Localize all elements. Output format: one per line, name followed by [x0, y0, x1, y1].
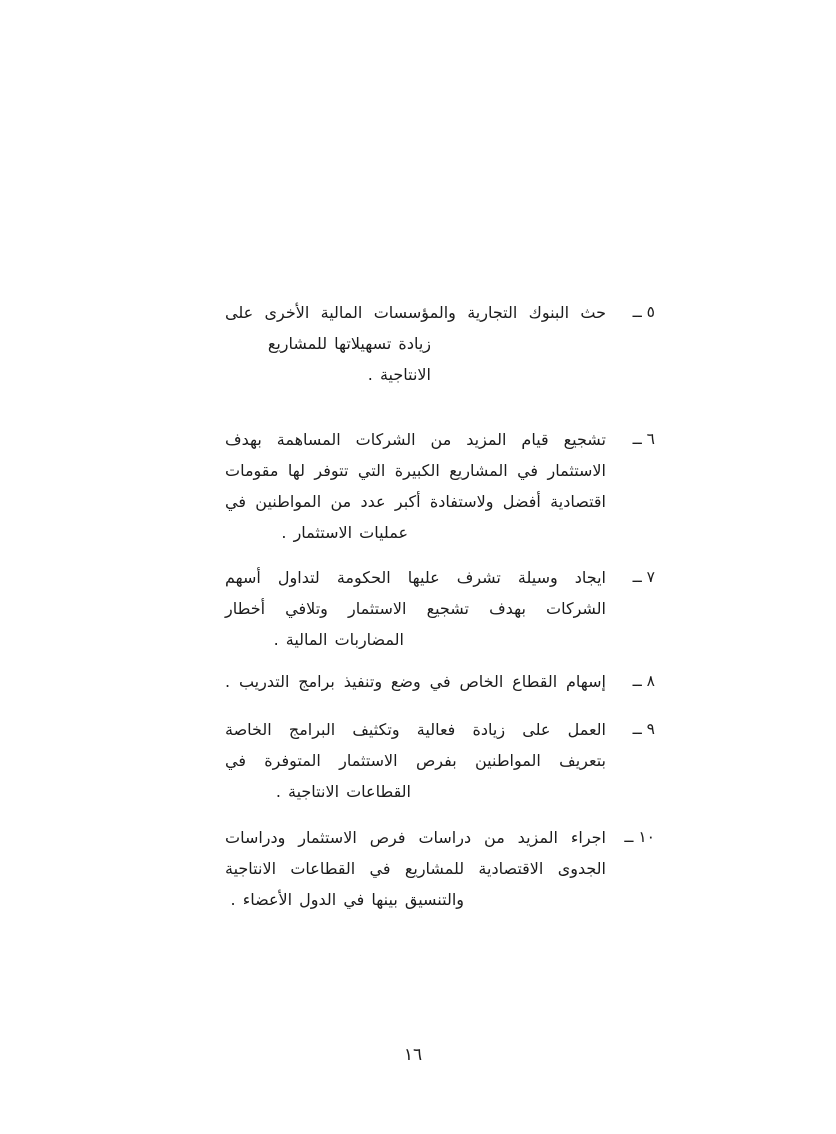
page-number: ١٦ — [403, 1045, 423, 1065]
item-text-line: حث البنوك التجارية والمؤسسات المالية الأخرى على — [225, 303, 606, 322]
item-text-line: الجدوى الاقتصادية للمشاريع في القطاعات الانتاجية — [225, 859, 606, 878]
list-item-6 — [225, 424, 655, 548]
item-text-line: الشركات بهدف تشجيع الاستثمار وتلافي أخطار — [225, 599, 606, 618]
item-text-line: العمل على زيادة فعالية وتكثيف البرامج الخاصة — [225, 720, 606, 739]
item-number: ٩ ــ — [632, 720, 655, 738]
list-item-5 — [225, 297, 655, 390]
numbered-list — [225, 297, 655, 915]
item-text-line: عمليات الاستثمار . — [281, 523, 408, 542]
item-text-line: تشجيع قيام المزيد من الشركات المساهمة بهدف — [225, 430, 606, 449]
item-text — [225, 424, 606, 548]
item-text-line: والتنسيق بينها في الدول الأعضاء . — [230, 890, 464, 909]
item-text-line: اقتصادية أفضل ولاستفادة أكبر عدد من المواطنين في — [225, 492, 606, 511]
list-item-9 — [225, 714, 655, 807]
item-text-line: إسهام القطاع الخاص في وضع وتنفيذ برامج التدريب . — [225, 672, 606, 691]
item-text — [225, 562, 606, 655]
item-text — [225, 714, 606, 807]
item-text-line: بتعريف المواطنين بفرص الاستثمار المتوفرة في — [225, 751, 606, 770]
item-number: ٨ ــ — [632, 672, 655, 690]
item-text-line: زيادة تسهيلاتها للمشاريع الانتاجية . — [267, 334, 431, 384]
item-text-line: اجراء المزيد من دراسات فرص الاستثمار ودراسات — [225, 828, 606, 847]
item-number: ٧ ــ — [632, 568, 655, 586]
item-text-line: القطاعات الانتاجية . — [275, 782, 411, 801]
item-text-line: ايجاد وسيلة تشرف عليها الحكومة لتداول أسهم — [225, 568, 606, 587]
item-text — [225, 822, 606, 915]
item-text — [225, 666, 606, 697]
item-text-line: المضاربات المالية . — [273, 630, 404, 649]
item-number: ١٠ ــ — [624, 828, 655, 846]
item-text-line: الاستثمار في المشاريع الكبيرة التي تتوفر لها مقومات — [225, 461, 606, 480]
list-item-8 — [225, 666, 655, 697]
item-number: ٦ ــ — [632, 430, 655, 448]
item-text — [225, 297, 606, 390]
item-number: ٥ ــ — [632, 303, 655, 321]
list-item-10 — [225, 822, 655, 915]
list-item-7 — [225, 562, 655, 655]
